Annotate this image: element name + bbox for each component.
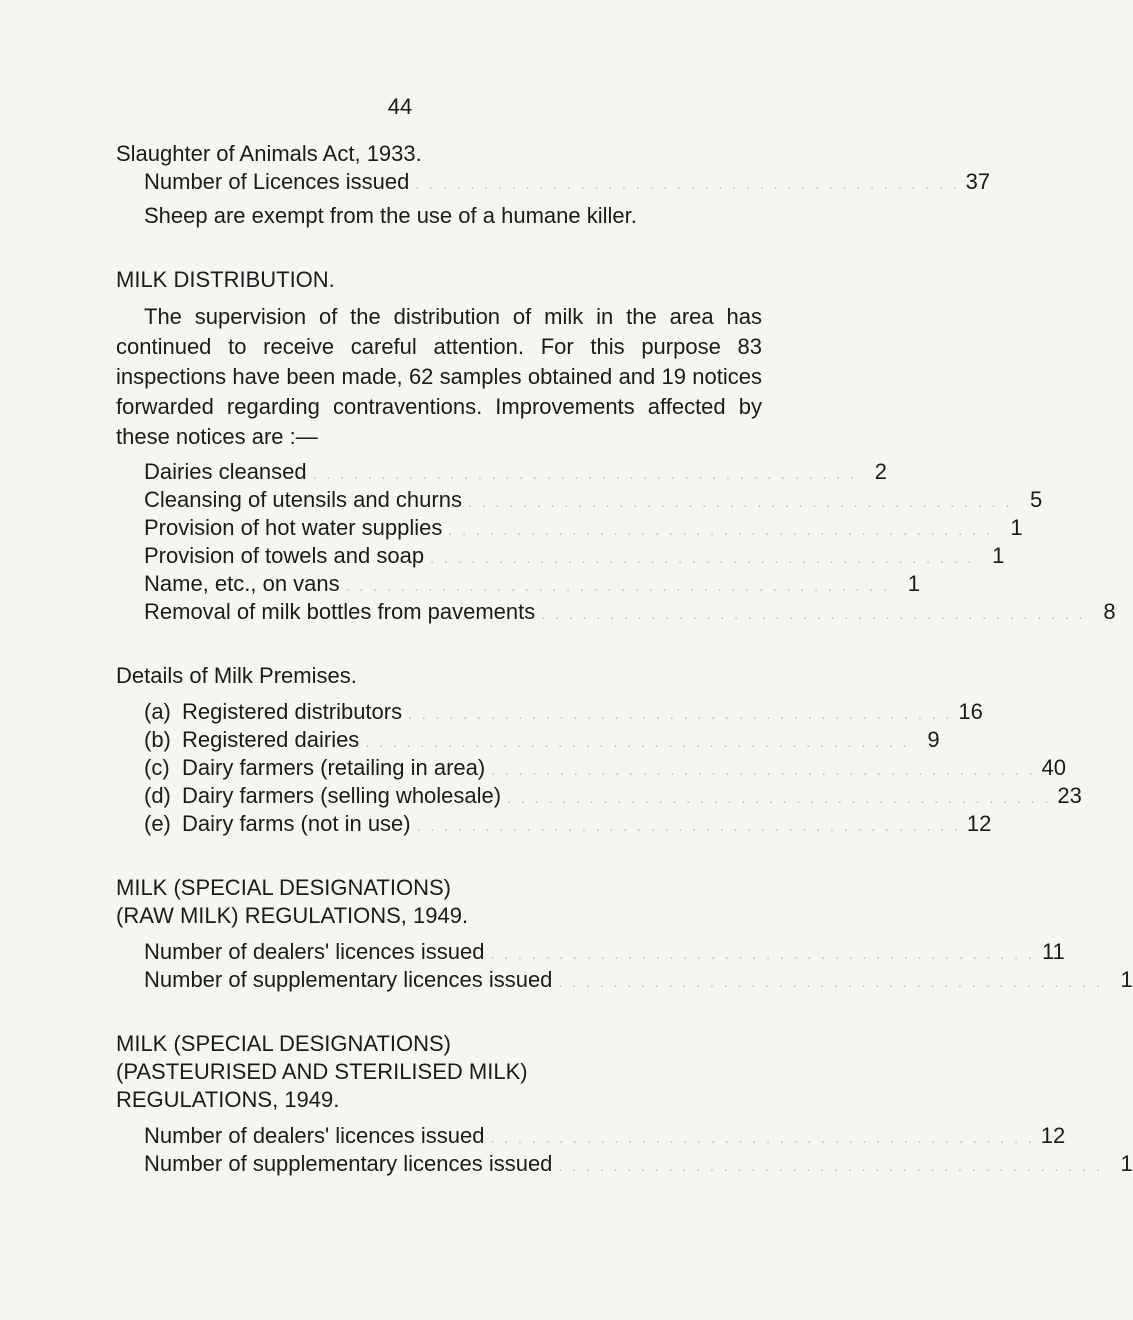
dot-leader: . . . . . . . . . . . . . . . . . . . . . . . . . . . . . . . . . . . . . . . . [448,522,993,538]
list-item: Number of supplementary licences issued . . . . . . . . . . . . . . . . . . . . . . . . . . . . . . . . . . . . . . . . 1 [116,1150,762,1178]
milk-distribution-heading: MILK DISTRIBUTION. [116,267,335,292]
raw-milk-heading-line2: (RAW MILK) REGULATIONS, 1949. [116,903,469,928]
pasteurised-heading-line2: (PASTEURISED AND STERILISED MILK) [116,1059,528,1084]
dot-leader: . . . . . . . . . . . . . . . . . . . . . . . . . . . . . . . . . . . . . . . . [541,606,1086,622]
improvements-list [116,458,1116,626]
milk-distribution-section [116,266,1116,626]
dot-leader: . . . . . . . . . . . . . . . . . . . . . . . . . . . . . . . . . . . . . . . . [490,946,1035,962]
dot-leader: . . . . . . . . . . . . . . . . . . . . . . . . . . . . . . . . . . . . . . . . [345,578,890,594]
dot-leader: . . . . . . . . . . . . . . . . . . . . . . . . . . . . . . . . . . . . . . . . [365,734,910,750]
raw-milk-regulations-section [116,874,1133,994]
dot-leader: . . . . . . . . . . . . . . . . . . . . . . . . . . . . . . . . . . . . . . . . [430,550,975,566]
list-item: Name, etc., on vans . . . . . . . . . . . . . . . . . . . . . . . . . . . . . . . . . . . . . . . . 1 [116,570,762,598]
list-item: Cleansing of utensils and churns . . . . . . . . . . . . . . . . . . . . . . . . . . . . . . . . . . . . . . . . 5 [116,486,762,514]
dot-leader: . . . . . . . . . . . . . . . . . . . . . . . . . . . . . . . . . . . . . . . . [490,1130,1035,1146]
slaughter-heading: Slaughter of Animals Act, 1933. [116,141,422,166]
list-item: Number of supplementary licences issued . . . . . . . . . . . . . . . . . . . . . . . . . . . . . . . . . . . . . . . . 1 [116,966,762,994]
list-item: Provision of towels and soap . . . . . . . . . . . . . . . . . . . . . . . . . . . . . . . . . . . . . . . . 1 [116,542,762,570]
premises-list [116,698,1082,838]
list-item: (c) Dairy farmers (retailing in area) . . . . . . . . . . . . . . . . . . . . . . . . . . . . . . . . . . . . . . . . 40 [116,754,762,782]
dot-leader: . . . . . . . . . . . . . . . . . . . . . . . . . . . . . . . . . . . . . . . . [558,1158,1103,1174]
milk-premises-heading: Details of Milk Premises. [116,663,357,688]
list-item: Removal of milk bottles from pavements . . . . . . . . . . . . . . . . . . . . . . . . . . . . . . . . . . . . . . . . 8 [116,598,762,626]
list-item: Dairies cleansed . . . . . . . . . . . . . . . . . . . . . . . . . . . . . . . . . . . . . . . . 2 [116,458,762,486]
slaughter-section [116,140,991,230]
licences-issued-row [116,168,991,196]
dot-leader: . . . . . . . . . . . . . . . . . . . . . . . . . . . . . . . . . . . . . . . . [467,494,1013,510]
pasteurised-regulations-section [116,1030,1133,1178]
milk-premises-section [116,662,1082,838]
licences-issued-label: Number of Licences issued [144,169,410,194]
list-item: (d) Dairy farmers (selling wholesale) . . . . . . . . . . . . . . . . . . . . . . . . . . . . . . . . . . . . . . . . 23 [116,782,762,810]
list-item: Number of dealers' licences issued . . . . . . . . . . . . . . . . . . . . . . . . . . . . . . . . . . . . . . . . 12 [116,1122,762,1150]
raw-milk-heading-line1: MILK (SPECIAL DESIGNATIONS) [116,875,451,900]
dot-leader: . . . . . . . . . . . . . . . . . . . . . . . . . . . . . . . . . . . . . . . . [416,818,961,834]
list-item: Number of dealers' licences issued . . . . . . . . . . . . . . . . . . . . . . . . . . . . . . . . . . . . . . . . 11 [116,938,762,966]
dot-leader: . . . . . . . . . . . . . . . . . . . . . . . . . . . . . . . . . . . . . . . . [408,706,953,722]
sheep-exempt-note: Sheep are exempt from the use of a humane killer. [144,203,637,228]
list-item: (a) Registered distributors . . . . . . . . . . . . . . . . . . . . . . . . . . . . . . . . . . . . . . . . 16 [116,698,762,726]
dot-leader: . . . . . . . . . . . . . . . . . . . . . . . . . . . . . . . . . . . . . . . . [558,974,1103,990]
pasteurised-heading-line1: MILK (SPECIAL DESIGNATIONS) [116,1031,451,1056]
page-number: 44 [387,94,413,119]
dot-leader: . . . . . . . . . . . . . . . . . . . . . . . . . . . . . . . . . . . . . . . . [491,762,1036,778]
licences-issued-value: 37 [965,169,991,194]
milk-distribution-paragraph: The supervision of the distribution of milk in the area has continued to receive careful attention. For this purpose 83 inspections have been made, 62 samples obtained and 19 notices forwarded regarding contraventions. Improvements affected by these notices are :— [116,304,762,449]
list-item: (b) Registered dairies . . . . . . . . . . . . . . . . . . . . . . . . . . . . . . . . . . . . . . . . 9 [116,726,762,754]
dot-leader: . . . . . . . . . . . . . . . . . . . . . . . . . . . . . . . . . . . . . . . . [415,176,960,192]
list-item: (e) Dairy farms (not in use) . . . . . . . . . . . . . . . . . . . . . . . . . . . . . . . . . . . . . . . . 12 [116,810,762,838]
list-item: Provision of hot water supplies . . . . . . . . . . . . . . . . . . . . . . . . . . . . . . . . . . . . . . . . 1 [116,514,762,542]
dot-leader: . . . . . . . . . . . . . . . . . . . . . . . . . . . . . . . . . . . . . . . . [312,466,857,482]
page-content [116,140,1133,1178]
pasteurised-heading-line3: REGULATIONS, 1949. [116,1087,340,1112]
dot-leader: . . . . . . . . . . . . . . . . . . . . . . . . . . . . . . . . . . . . . . . . [507,790,1052,806]
